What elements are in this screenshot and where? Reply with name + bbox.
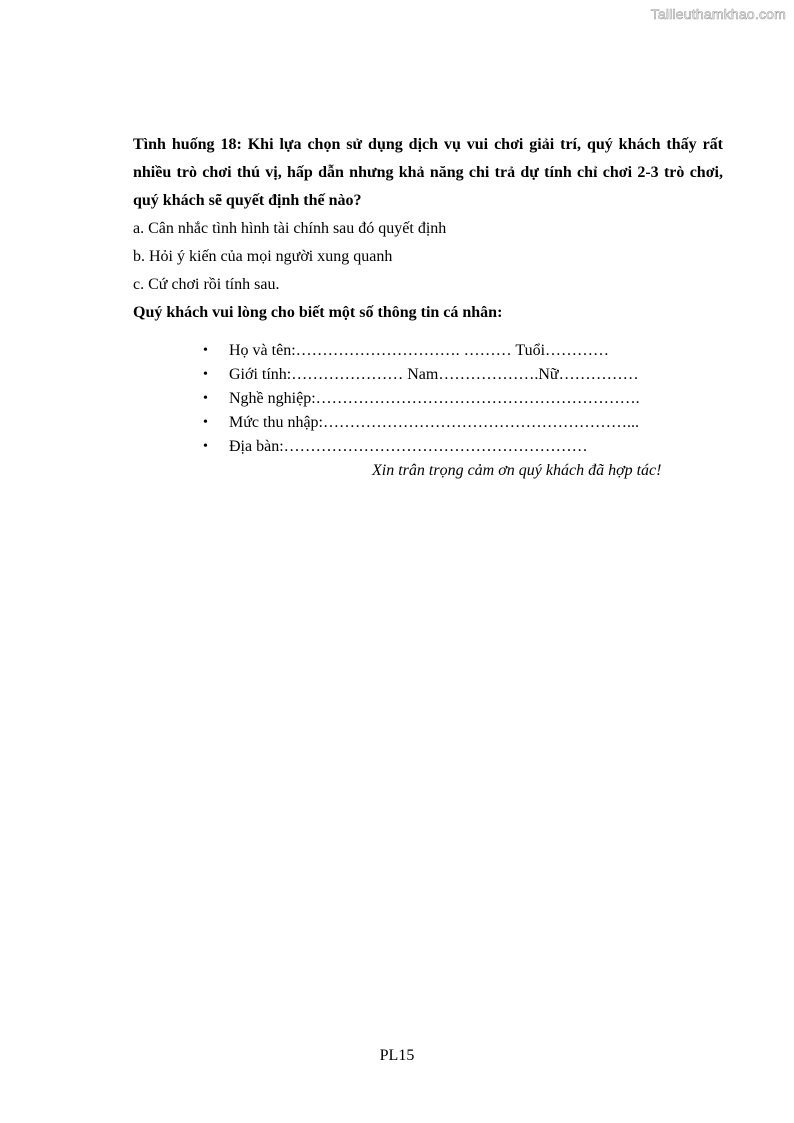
bullet-icon: • (203, 343, 208, 358)
field-name-age-text: Họ và tên:…………………………. ……… Tuổi………… (229, 342, 610, 359)
field-occupation (203, 387, 723, 411)
field-gender-text: Giới tính:………………… Nam……………….Nữ…………… (229, 366, 639, 383)
thank-you-note: Xin trân trọng cảm ơn quý khách đã hợp tác! (372, 462, 662, 479)
field-gender (203, 363, 723, 387)
option-c: c. Cứ chơi rồi tính sau. (133, 276, 280, 293)
field-location-text: Địa bàn:………………………………………………… (229, 438, 588, 455)
field-income (203, 411, 723, 435)
bullet-icon: • (203, 415, 208, 430)
field-location (203, 435, 723, 459)
bullet-icon: • (203, 439, 208, 454)
watermark-logo: Tailieuthamkhao.com (650, 6, 786, 22)
question-text: Tình huống 18: Khi lựa chọn sử dụng dịch vụ vui chơi giải trí, quý khách thấy rất nhiều trò chơi thú vị, hấp dẫn nhưng khả năng chi trả dự tính chỉ chơi 2-3 trò chơi, quý khách sẽ quyết định thế nào? (133, 136, 723, 209)
field-income-text: Mức thu nhập:…………………………………………………... (229, 414, 639, 431)
option-a: a. Cân nhắc tình hình tài chính sau đó quyết định (133, 220, 447, 237)
field-name-age (203, 339, 723, 363)
personal-info-title: Quý khách vui lòng cho biết một số thông tin cá nhân: (133, 304, 503, 321)
option-b: b. Hỏi ý kiến của mọi người xung quanh (133, 248, 393, 265)
field-occupation-text: Nghề nghiệp:……………………………………………………. (229, 390, 640, 407)
bullet-icon: • (203, 367, 208, 382)
personal-info-list (133, 339, 723, 459)
page-number: PL15 (379, 1047, 415, 1064)
bullet-icon: • (203, 391, 208, 406)
document-body (133, 131, 723, 483)
